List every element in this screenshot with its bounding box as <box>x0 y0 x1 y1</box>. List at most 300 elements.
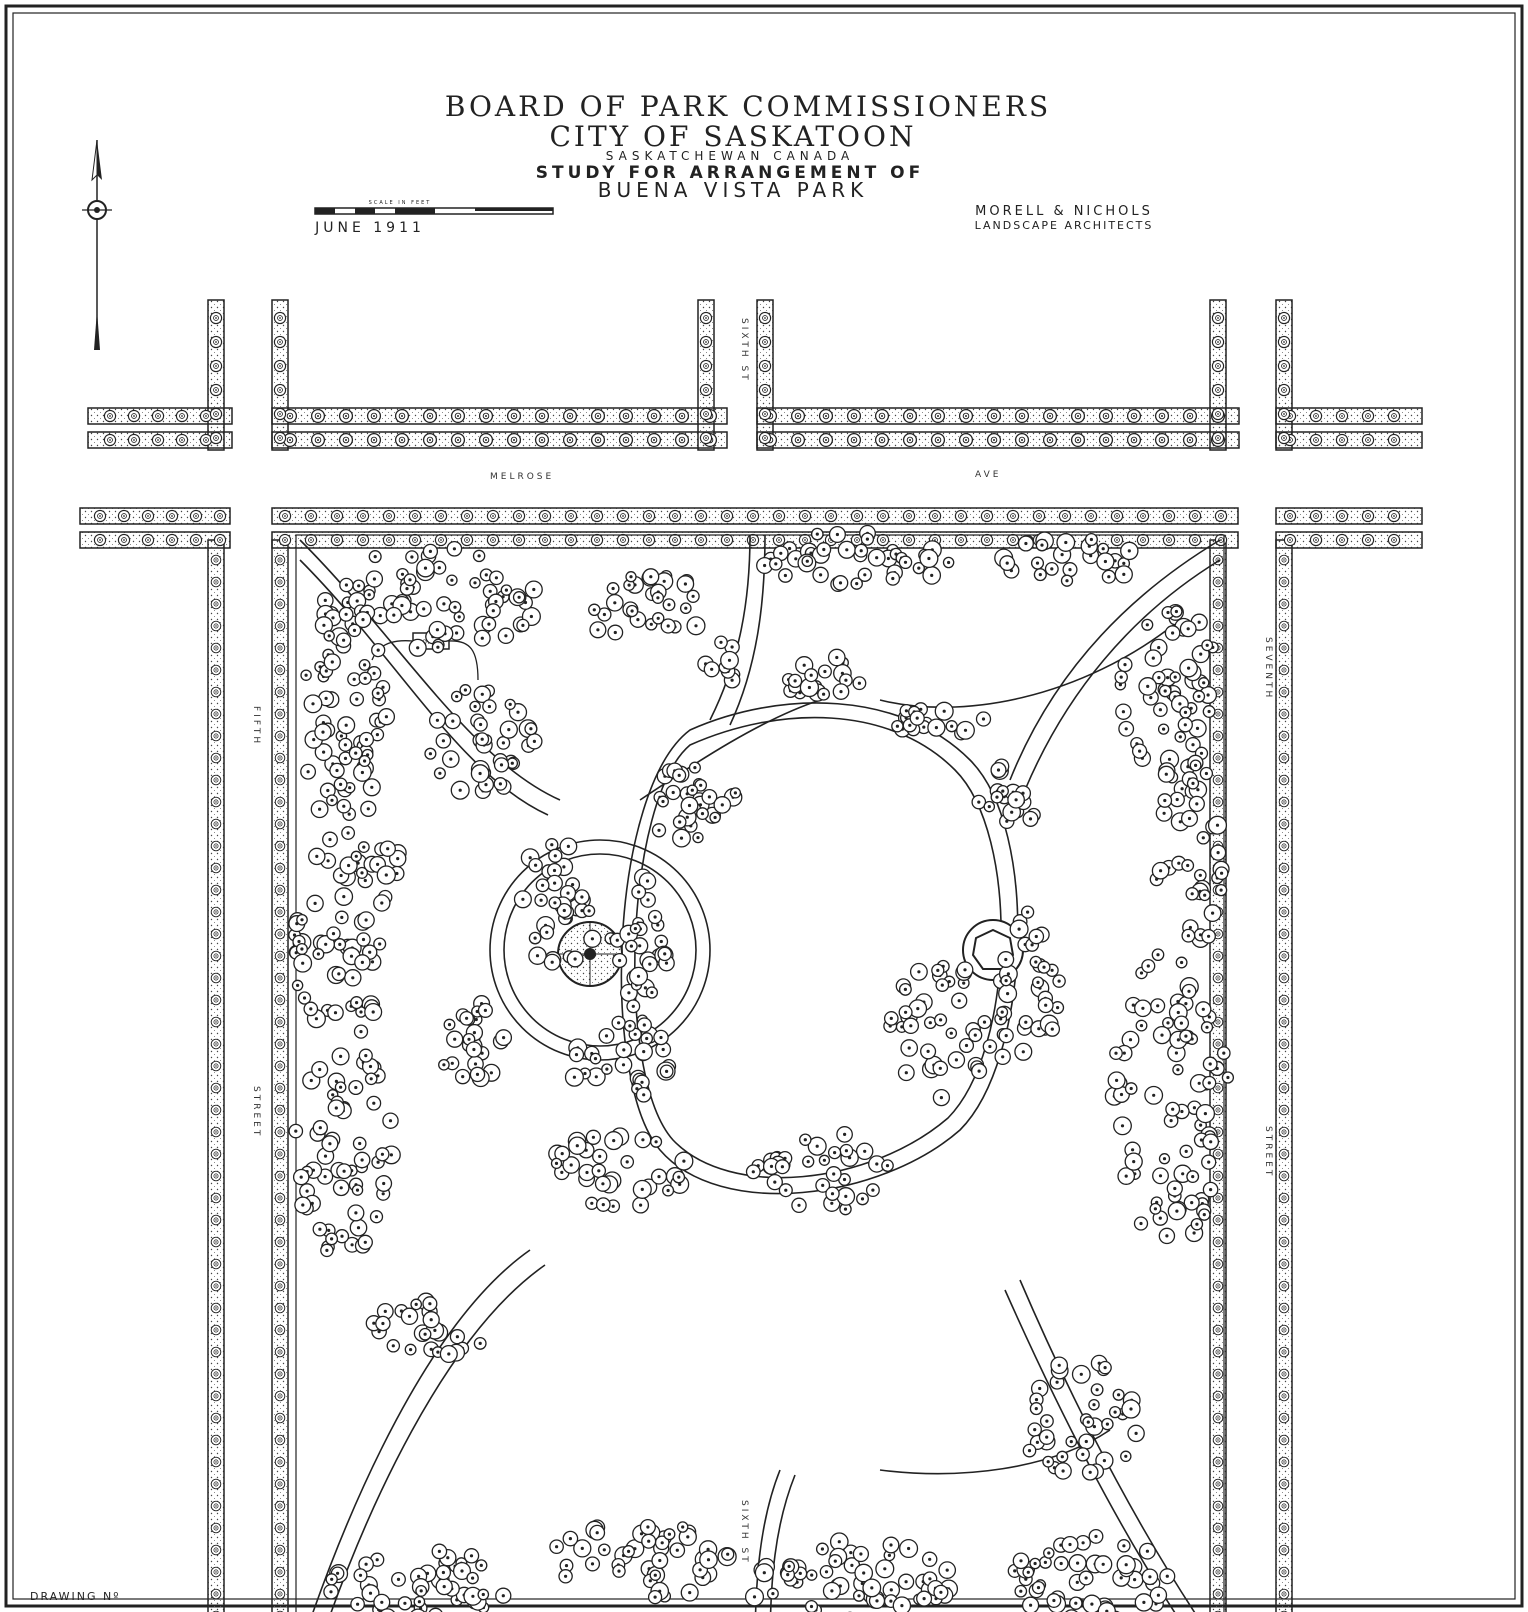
tree-icon <box>275 951 285 961</box>
tree-center-icon <box>376 1558 379 1561</box>
tree-center-icon <box>810 1574 813 1577</box>
tree-center-icon <box>374 555 377 558</box>
fifth-label: FIFTH <box>251 706 261 747</box>
tree-center-icon <box>534 937 537 940</box>
tree-icon <box>200 410 211 421</box>
tree-center-icon <box>481 637 484 640</box>
tree-icon <box>1016 434 1029 447</box>
tree-center-icon <box>428 1302 431 1305</box>
tree-center-icon <box>753 1595 756 1598</box>
tree-center-icon <box>325 697 328 700</box>
tree-center-icon <box>649 575 652 578</box>
tree-icon <box>190 534 201 545</box>
tree-center-icon <box>1092 1403 1095 1406</box>
tree-icon <box>275 1039 285 1049</box>
tree-icon <box>1213 1259 1223 1269</box>
tree-center-icon <box>838 1540 841 1543</box>
tree-center-icon <box>590 1202 593 1205</box>
tree-icon <box>539 534 550 545</box>
tree-center-icon <box>770 1165 773 1168</box>
tree-icon <box>210 336 221 347</box>
tree-center-icon <box>464 688 467 691</box>
tree-center-icon <box>567 845 570 848</box>
tree-center-icon <box>1013 1569 1016 1572</box>
tree-center-icon <box>1159 1174 1162 1177</box>
tree-center-icon <box>1051 969 1054 972</box>
tree-center-icon <box>656 596 659 599</box>
tree-center-icon <box>311 702 314 705</box>
tree-icon <box>1362 534 1373 545</box>
tree-center-icon <box>591 1562 594 1565</box>
tree-center-icon <box>819 573 822 576</box>
tree-icon <box>1213 1567 1223 1577</box>
tree-center-icon <box>1168 758 1171 761</box>
tree-center-icon <box>1005 979 1008 982</box>
tree-icon <box>331 534 342 545</box>
tree-icon <box>275 753 285 763</box>
tree-center-icon <box>340 734 343 737</box>
tree-center-icon <box>479 723 482 726</box>
tree-center-icon <box>831 1192 834 1195</box>
tree-center-icon <box>839 690 842 693</box>
tree-center-icon <box>364 1241 367 1244</box>
tree-center-icon <box>1164 689 1167 692</box>
tree-icon <box>955 534 966 545</box>
tree-icon <box>1007 534 1018 545</box>
tree-center-icon <box>339 1055 342 1058</box>
tree-center-icon <box>845 548 848 551</box>
tree-center-icon <box>408 1315 411 1318</box>
tree-center-icon <box>1184 1002 1187 1005</box>
tree-center-icon <box>649 1579 652 1582</box>
tree-center-icon <box>1216 824 1219 827</box>
tree-center-icon <box>816 533 819 536</box>
tree-center-icon <box>321 731 324 734</box>
tree-icon <box>825 510 836 521</box>
tree-icon <box>1279 1259 1289 1269</box>
tree-center-icon <box>909 1024 912 1027</box>
tree-center-icon <box>354 1211 357 1214</box>
tree-icon <box>424 410 437 423</box>
tree-icon <box>1213 599 1223 609</box>
tree-center-icon <box>365 918 368 921</box>
tree-icon <box>1388 410 1399 421</box>
tree-icon <box>275 1457 285 1467</box>
tree-center-icon <box>617 1021 620 1024</box>
tree-icon <box>429 1608 443 1612</box>
tree-center-icon <box>307 770 310 773</box>
tree-icon <box>274 336 285 347</box>
tree-center-icon <box>340 1186 343 1189</box>
tree-icon <box>513 510 524 521</box>
tree-center-icon <box>1135 1432 1138 1435</box>
tree-center-icon <box>904 988 907 991</box>
tree-icon <box>452 434 465 447</box>
sixth-st-bottom-label: SIXTH ST <box>739 1500 749 1565</box>
tree-icon <box>1163 510 1174 521</box>
tree-center-icon <box>362 938 365 941</box>
tree-center-icon <box>505 589 508 592</box>
tree-center-icon <box>863 573 866 576</box>
tree-icon <box>1213 1237 1223 1247</box>
tree-icon <box>275 885 285 895</box>
tree-center-icon <box>1156 1004 1159 1007</box>
tree-icon <box>274 432 285 443</box>
tree-center-icon <box>436 719 439 722</box>
tree-center-icon <box>318 1068 321 1071</box>
tree-center-icon <box>1204 1112 1207 1115</box>
tree-center-icon <box>368 951 371 954</box>
tree-center-icon <box>1104 560 1107 563</box>
tree-center-icon <box>688 1591 691 1594</box>
tree-center-icon <box>370 786 373 789</box>
tree-icon <box>1212 336 1223 347</box>
tree-center-icon <box>553 882 556 885</box>
tree-center-icon <box>396 857 399 860</box>
tree-center-icon <box>907 1547 910 1550</box>
tree-center-icon <box>361 771 364 774</box>
tree-center-icon <box>312 738 315 741</box>
tree-center-icon <box>390 1153 393 1156</box>
tree-center-icon <box>324 943 327 946</box>
tree-icon <box>104 434 115 445</box>
tree-center-icon <box>368 593 371 596</box>
tree-icon <box>211 1545 221 1555</box>
tree-center-icon <box>1122 562 1125 565</box>
tree-center-icon <box>1157 1594 1160 1597</box>
tree-center-icon <box>1122 1544 1125 1547</box>
tree-center-icon <box>380 901 383 904</box>
tree-icon <box>1279 1347 1289 1357</box>
tree-center-icon <box>359 1010 362 1013</box>
tree-center-icon <box>442 602 445 605</box>
tree-center-icon <box>564 1575 567 1578</box>
tree-center-icon <box>995 796 998 799</box>
tree-icon <box>275 599 285 609</box>
tree-center-icon <box>900 1604 903 1607</box>
tree-center-icon <box>771 1592 774 1595</box>
tree-center-icon <box>665 962 668 965</box>
tree-center-icon <box>930 574 933 577</box>
tree-icon <box>669 510 680 521</box>
tree-center-icon <box>335 1106 338 1109</box>
tree-icon <box>1279 951 1289 961</box>
tree-center-icon <box>641 1138 644 1141</box>
tree-center-icon <box>377 649 380 652</box>
tree-icon <box>211 1457 221 1467</box>
tree-center-icon <box>596 628 599 631</box>
tree-center-icon <box>830 1589 833 1592</box>
tree-icon <box>211 819 221 829</box>
fifth-street-label: STREET <box>251 1086 261 1139</box>
tree-center-icon <box>1187 990 1190 993</box>
tree-icon <box>118 534 129 545</box>
tree-center-icon <box>677 1176 680 1179</box>
tree-center-icon <box>1148 1575 1151 1578</box>
tree-center-icon <box>947 561 950 564</box>
tree-center-icon <box>1037 1586 1040 1589</box>
tree-icon <box>1362 510 1373 521</box>
tree-icon <box>988 434 1001 447</box>
tree-center-icon <box>631 609 634 612</box>
tree-center-icon <box>324 599 327 602</box>
tree-icon <box>275 1105 285 1115</box>
tree-icon <box>876 434 889 447</box>
tree-icon <box>695 510 706 521</box>
tree-center-icon <box>1103 1459 1106 1462</box>
tree-center-icon <box>324 1175 327 1178</box>
tree-icon <box>773 510 784 521</box>
tree-center-icon <box>1175 1210 1178 1213</box>
tree-center-icon <box>650 623 653 626</box>
tree-icon <box>1128 410 1141 423</box>
tree-center-icon <box>1184 711 1187 714</box>
tree-icon <box>275 1149 285 1159</box>
tree-center-icon <box>1166 1575 1169 1578</box>
tree-icon <box>1213 1303 1223 1313</box>
tree-icon <box>142 510 153 521</box>
tree-icon <box>932 410 945 423</box>
tree-icon <box>1212 384 1223 395</box>
tree-center-icon <box>344 757 347 760</box>
tree-icon <box>94 510 105 521</box>
tree-icon <box>211 841 221 851</box>
tree-center-icon <box>1006 562 1009 565</box>
tree-center-icon <box>1196 727 1199 730</box>
tree-center-icon <box>1064 541 1067 544</box>
tree-icon <box>176 434 187 445</box>
tree-center-icon <box>1089 1471 1092 1474</box>
tree-icon <box>275 1215 285 1225</box>
tree-center-icon <box>950 1032 953 1035</box>
tree-center-icon <box>1019 1590 1022 1593</box>
tree-center-icon <box>672 791 675 794</box>
tree-center-icon <box>1186 864 1189 867</box>
tree-center-icon <box>461 1075 464 1078</box>
tree-center-icon <box>511 762 514 765</box>
tree-icon <box>1044 434 1057 447</box>
tree-icon <box>1213 1545 1223 1555</box>
tree-icon <box>759 336 770 347</box>
tree-center-icon <box>362 846 365 849</box>
tree-center-icon <box>1180 1022 1183 1025</box>
tree-icon <box>536 434 549 447</box>
tree-center-icon <box>1074 1602 1077 1605</box>
tree-center-icon <box>786 1573 789 1576</box>
tree-center-icon <box>325 669 328 672</box>
tree-center-icon <box>916 1007 919 1010</box>
tree-center-icon <box>1185 1150 1188 1153</box>
tree-icon <box>799 510 810 521</box>
tree-center-icon <box>752 1170 755 1173</box>
tree-center-icon <box>594 1057 597 1060</box>
tree-icon <box>211 1193 221 1203</box>
tree-center-icon <box>446 1556 449 1559</box>
tree-icon <box>275 1347 285 1357</box>
tree-icon <box>1213 1171 1223 1181</box>
tree-center-icon <box>1180 961 1183 964</box>
tree-center-icon <box>364 879 367 882</box>
tree-center-icon <box>1209 1062 1212 1065</box>
tree-center-icon <box>442 1063 445 1066</box>
tree-center-icon <box>1035 1398 1038 1401</box>
tree-icon <box>214 534 225 545</box>
tree-center-icon <box>379 614 382 617</box>
tree-center-icon <box>1146 685 1149 688</box>
tree-center-icon <box>605 1034 608 1037</box>
tree-center-icon <box>1198 1082 1201 1085</box>
tree-center-icon <box>1193 1106 1196 1109</box>
tree-center-icon <box>596 1531 599 1534</box>
tree-center-icon <box>859 1552 862 1555</box>
tree-center-icon <box>857 1594 860 1597</box>
tree-center-icon <box>701 812 704 815</box>
tree-center-icon <box>905 1071 908 1074</box>
tree-center-icon <box>1024 1021 1027 1024</box>
tree-center-icon <box>1035 1407 1038 1410</box>
tree-icon <box>368 434 381 447</box>
tree-center-icon <box>372 1102 375 1105</box>
tree-icon <box>1213 1479 1223 1489</box>
tree-center-icon <box>1001 1011 1004 1014</box>
tree-icon <box>211 1567 221 1577</box>
tree-icon <box>1279 1149 1289 1159</box>
tree-icon <box>1284 534 1295 545</box>
tree-center-icon <box>381 1153 384 1156</box>
tree-center-icon <box>935 726 938 729</box>
tree-center-icon <box>1080 1373 1083 1376</box>
tree-icon <box>452 410 465 423</box>
tree-center-icon <box>351 976 354 979</box>
tree-icon <box>409 534 420 545</box>
tree-center-icon <box>555 1545 558 1548</box>
tree-center-icon <box>601 1182 604 1185</box>
tree-center-icon <box>453 606 456 609</box>
tree-center-icon <box>570 1163 573 1166</box>
tree-center-icon <box>1163 799 1166 802</box>
tree-center-icon <box>1029 1604 1032 1607</box>
tree-center-icon <box>638 944 641 947</box>
tree-center-icon <box>708 795 711 798</box>
tree-center-icon <box>318 1228 321 1231</box>
tree-icon <box>508 434 521 447</box>
tree-center-icon <box>424 567 427 570</box>
tree-center-icon <box>830 1202 833 1205</box>
tree-icon <box>275 1369 285 1379</box>
tree-icon <box>759 312 770 323</box>
tree-icon <box>1278 360 1289 371</box>
tree-center-icon <box>326 789 329 792</box>
tree-center-icon <box>429 550 432 553</box>
tree-icon <box>94 534 105 545</box>
date-label: JUNE 1911 <box>315 220 425 236</box>
tree-center-icon <box>555 1162 558 1165</box>
tree-icon <box>695 534 706 545</box>
tree-icon <box>211 995 221 1005</box>
tree-center-icon <box>1128 549 1131 552</box>
tree-center-icon <box>603 1548 606 1551</box>
tree-icon <box>1279 621 1289 631</box>
tree-center-icon <box>663 952 666 955</box>
tree-icon <box>591 534 602 545</box>
tree-center-icon <box>1006 992 1009 995</box>
tree-icon <box>1279 1039 1289 1049</box>
tree-center-icon <box>1036 981 1039 984</box>
tree-center-icon <box>963 968 966 971</box>
tree-center-icon <box>808 686 811 689</box>
tree-icon <box>1279 1413 1289 1423</box>
tree-center-icon <box>473 581 476 584</box>
tree-center-icon <box>896 725 899 728</box>
architects-line-2: LANDSCAPE ARCHITECTS <box>974 219 1154 232</box>
tree-center-icon <box>889 1543 892 1546</box>
tree-center-icon <box>637 890 640 893</box>
tree-icon <box>1279 1193 1289 1203</box>
tree-icon <box>1137 510 1148 521</box>
tree-center-icon <box>1039 573 1042 576</box>
tree-center-icon <box>997 768 1000 771</box>
tree-center-icon <box>810 674 813 677</box>
tree-center-icon <box>1056 1381 1059 1384</box>
tree-center-icon <box>1125 727 1128 730</box>
tree-center-icon <box>335 769 338 772</box>
tree-center-icon <box>825 1570 828 1573</box>
park-block <box>278 508 1240 1612</box>
tree-center-icon <box>908 1046 911 1049</box>
tree-center-icon <box>887 557 890 560</box>
tree-center-icon <box>1045 1420 1048 1423</box>
tree-center-icon <box>1120 676 1123 679</box>
tree-center-icon <box>779 552 782 555</box>
tree-center-icon <box>322 624 325 627</box>
tree-icon <box>211 1303 221 1313</box>
tree-center-icon <box>303 996 306 999</box>
tree-icon <box>1213 775 1223 785</box>
tree-center-icon <box>1028 1449 1031 1452</box>
tree-icon <box>279 510 290 521</box>
tree-center-icon <box>345 724 348 727</box>
tree-center-icon <box>1042 966 1045 969</box>
tree-icon <box>960 410 973 423</box>
tree-center-icon <box>342 805 345 808</box>
tree-icon <box>1213 1369 1223 1379</box>
tree-icon <box>211 1347 221 1357</box>
tree-center-icon <box>372 1010 375 1013</box>
tree-icon <box>305 534 316 545</box>
tree-center-icon <box>1163 812 1166 815</box>
tree-icon <box>211 1127 221 1137</box>
tree-center-icon <box>478 554 481 557</box>
tree-icon <box>211 1523 221 1533</box>
tree-center-icon <box>665 1070 668 1073</box>
tree-center-icon <box>474 1062 477 1065</box>
tree-icon <box>275 1435 285 1445</box>
tree-center-icon <box>1018 928 1021 931</box>
tree-center-icon <box>438 1550 441 1553</box>
tree-icon <box>903 534 914 545</box>
tree-center-icon <box>871 1189 874 1192</box>
tree-center-icon <box>1081 1453 1084 1456</box>
tree-center-icon <box>603 613 606 616</box>
tree-icon <box>676 434 689 447</box>
tree-center-icon <box>1220 872 1223 875</box>
tree-center-icon <box>1068 1543 1071 1546</box>
tree-center-icon <box>1068 568 1071 571</box>
tree-icon <box>275 863 285 873</box>
tree-center-icon <box>369 1065 372 1068</box>
tree-icon <box>211 1501 221 1511</box>
tree-center-icon <box>324 1155 327 1158</box>
